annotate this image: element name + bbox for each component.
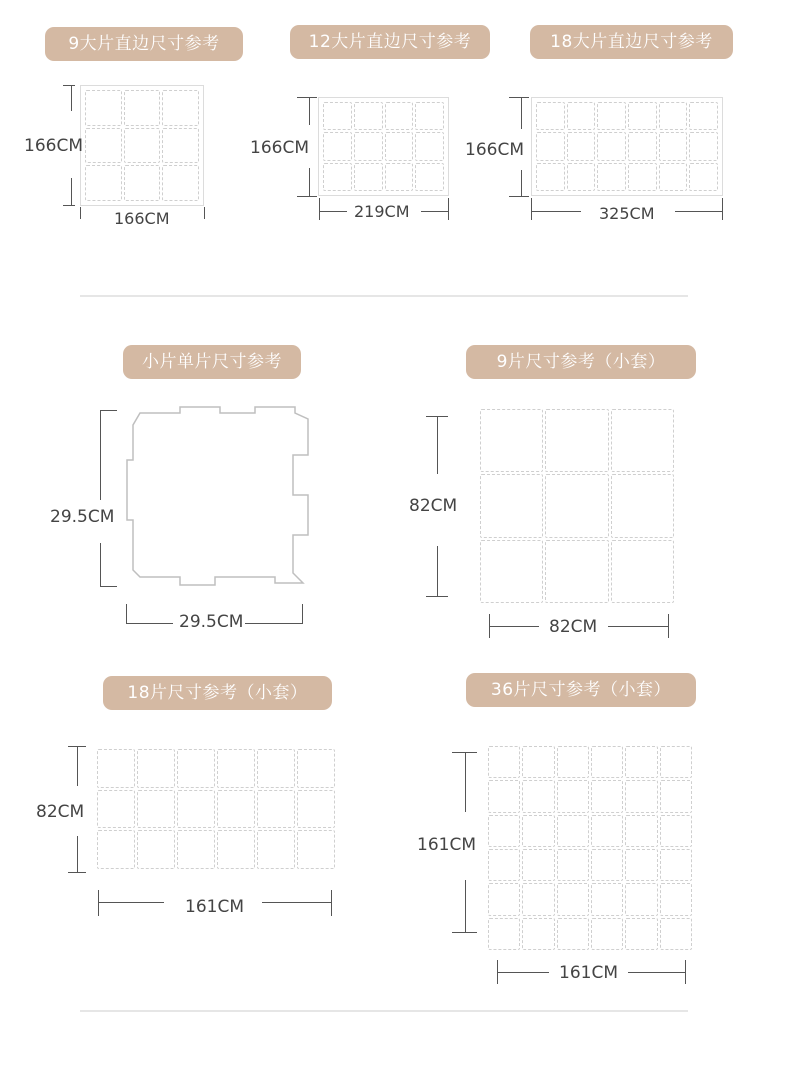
mat-tile (557, 780, 589, 812)
single-wtick-left (126, 604, 127, 624)
mat-tile (522, 780, 554, 812)
mat-tile (522, 918, 554, 950)
mat-tile (659, 163, 688, 191)
mat-tile (660, 815, 692, 847)
small-18-htick-top (68, 746, 86, 747)
mat-tile (536, 132, 565, 160)
mat-tile (124, 90, 161, 126)
mat-tile (137, 749, 175, 788)
mat-tile (522, 883, 554, 915)
big-12-height-label: 166CM (250, 138, 309, 158)
big-18-htick-bottom (509, 196, 529, 197)
small-9-title: 9片尺寸参考（小套） (466, 345, 696, 379)
single-htick-top (100, 410, 117, 411)
small-9-height-label: 82CM (409, 496, 458, 516)
mat-tile (611, 540, 674, 603)
single-wtick-right (302, 604, 303, 624)
mat-tile (660, 883, 692, 915)
mat-tile (567, 132, 596, 160)
small-18-htick-bottom (68, 872, 86, 873)
mat-tile (85, 128, 122, 164)
big-9-title: 9大片直边尺寸参考 (45, 27, 243, 61)
big-18-title: 18大片直边尺寸参考 (530, 25, 733, 59)
mat-tile (323, 102, 352, 130)
small-18-mat (96, 748, 336, 870)
mat-tile (257, 830, 295, 869)
mat-tile (257, 749, 295, 788)
big-12-height-line-top (309, 97, 310, 125)
big-9-mat (80, 85, 204, 206)
mat-tile (628, 132, 657, 160)
mat-tile (85, 165, 122, 201)
big-9-width-label: 166CM (114, 209, 170, 228)
mat-tile (354, 132, 383, 160)
small-36-mat (487, 745, 693, 951)
big-18-height-line-top (521, 97, 522, 129)
big-18-wline-left (531, 211, 581, 212)
big-9-height-line-top (71, 85, 72, 111)
small-18-height-label: 82CM (36, 802, 85, 822)
mat-tile (625, 918, 657, 950)
single-height-line-bottom (100, 543, 101, 586)
single-wline-right (245, 623, 302, 624)
mat-tile (323, 163, 352, 191)
mat-tile (385, 163, 414, 191)
mat-tile (597, 163, 626, 191)
mat-tile (217, 749, 255, 788)
mat-tile (545, 409, 608, 472)
big-9-height-line-bottom (71, 178, 72, 206)
small-9-mat (479, 408, 675, 604)
mat-tile (625, 780, 657, 812)
mat-tile (660, 849, 692, 881)
mat-tile (567, 163, 596, 191)
big-18-wline-right (675, 211, 722, 212)
mat-tile (659, 132, 688, 160)
small-18-width-label: 161CM (185, 897, 244, 917)
mat-tile (137, 830, 175, 869)
small-18-wtick-right (331, 890, 332, 916)
mat-tile (124, 165, 161, 201)
section-divider-top (80, 295, 688, 297)
big-9-wtick-right (204, 207, 205, 219)
small-36-htick-top (452, 752, 477, 753)
big-18-wtick-left (531, 198, 532, 220)
small-9-wline-right (608, 626, 668, 627)
mat-tile (660, 780, 692, 812)
small-36-height-label: 161CM (417, 835, 476, 855)
mat-tile (162, 165, 199, 201)
mat-tile (591, 815, 623, 847)
mat-tile (591, 780, 623, 812)
mat-tile (625, 883, 657, 915)
single-height-line-top (100, 410, 101, 500)
small-36-wtick-right (685, 960, 686, 984)
mat-tile (567, 102, 596, 130)
mat-tile (689, 102, 718, 130)
big-12-mat (318, 97, 449, 196)
mat-tile (97, 749, 135, 788)
mat-tile (480, 409, 543, 472)
mat-tile (124, 128, 161, 164)
mat-tile (557, 849, 589, 881)
small-36-title: 36片尺寸参考（小套） (466, 673, 696, 707)
mat-tile (217, 830, 255, 869)
mat-tile (628, 102, 657, 130)
mat-tile (415, 163, 444, 191)
big-12-wline-left (319, 211, 347, 212)
mat-tile (97, 790, 135, 829)
small-36-wline-left (497, 972, 549, 973)
small-36-width-label: 161CM (559, 963, 618, 983)
mat-tile (97, 830, 135, 869)
big-9-width-tick-l2 (63, 205, 75, 206)
mat-tile (545, 474, 608, 537)
mat-tile (536, 102, 565, 130)
small-9-wtick-right (668, 614, 669, 638)
mat-tile (177, 749, 215, 788)
mat-tile (488, 883, 520, 915)
small-36-height-line-top (465, 752, 466, 812)
single-htick-bottom (100, 586, 117, 587)
mat-tile (591, 849, 623, 881)
mat-tile (297, 749, 335, 788)
mat-tile (162, 128, 199, 164)
big-9-width-tick-l (63, 85, 75, 86)
mat-tile (257, 790, 295, 829)
mat-tile (415, 132, 444, 160)
big-12-htick-bottom (297, 196, 317, 197)
big-18-height-line-bottom (521, 170, 522, 196)
mat-tile (480, 540, 543, 603)
mat-tile (591, 918, 623, 950)
single-puzzle-piece (125, 405, 325, 605)
small-36-htick-bottom (452, 932, 477, 933)
mat-tile (354, 102, 383, 130)
mat-tile (385, 102, 414, 130)
mat-tile (628, 163, 657, 191)
mat-tile (480, 474, 543, 537)
big-12-title: 12大片直边尺寸参考 (290, 25, 490, 59)
small-18-wline-left (98, 902, 164, 903)
mat-tile (323, 132, 352, 160)
big-12-wline-right (421, 211, 448, 212)
single-wline-left (126, 623, 173, 624)
mat-tile (591, 883, 623, 915)
small-18-wtick-left (98, 890, 99, 916)
big-12-htick-top (297, 97, 317, 98)
mat-tile (217, 790, 255, 829)
mat-tile (297, 830, 335, 869)
big-18-wtick-right (722, 198, 723, 220)
single-title: 小片单片尺寸参考 (123, 345, 301, 379)
mat-tile (297, 790, 335, 829)
mat-tile (162, 90, 199, 126)
mat-tile (415, 102, 444, 130)
small-36-wline-right (628, 972, 685, 973)
mat-tile (137, 790, 175, 829)
mat-tile (557, 883, 589, 915)
small-9-htick-bottom (426, 596, 448, 597)
mat-tile (177, 830, 215, 869)
mat-tile (597, 102, 626, 130)
mat-tile (354, 163, 383, 191)
big-12-wtick-right (448, 198, 449, 220)
small-18-height-line-top (77, 746, 78, 786)
mat-tile (660, 918, 692, 950)
small-18-wline-right (262, 902, 331, 903)
big-12-height-line-bottom (309, 168, 310, 196)
big-18-width-label: 325CM (599, 204, 655, 223)
small-9-width-label: 82CM (549, 617, 598, 637)
mat-tile (545, 540, 608, 603)
mat-tile (488, 746, 520, 778)
mat-tile (488, 918, 520, 950)
small-9-height-line-top (437, 416, 438, 474)
mat-tile (385, 132, 414, 160)
big-9-wtick-left (80, 207, 81, 219)
section-divider-bottom (80, 1010, 688, 1012)
mat-tile (611, 409, 674, 472)
mat-tile (177, 790, 215, 829)
mat-tile (625, 849, 657, 881)
big-18-mat (531, 97, 723, 196)
mat-tile (689, 163, 718, 191)
big-18-htick-top (509, 97, 529, 98)
mat-tile (85, 90, 122, 126)
mat-tile (625, 815, 657, 847)
mat-tile (660, 746, 692, 778)
mat-tile (488, 780, 520, 812)
big-9-height-label: 166CM (24, 136, 83, 156)
mat-tile (522, 849, 554, 881)
small-9-height-line-bottom (437, 546, 438, 596)
mat-tile (591, 746, 623, 778)
mat-tile (522, 815, 554, 847)
mat-tile (536, 163, 565, 191)
small-9-htick-top (426, 416, 448, 417)
mat-tile (659, 102, 688, 130)
small-36-height-line-bottom (465, 880, 466, 932)
mat-tile (557, 815, 589, 847)
small-9-wline-left (489, 626, 539, 627)
big-12-width-label: 219CM (354, 202, 410, 221)
single-width-label: 29.5CM (179, 612, 244, 632)
mat-tile (488, 849, 520, 881)
big-18-height-label: 166CM (465, 140, 524, 160)
single-height-label: 29.5CM (50, 507, 115, 527)
mat-tile (557, 918, 589, 950)
mat-tile (488, 815, 520, 847)
mat-tile (522, 746, 554, 778)
mat-tile (557, 746, 589, 778)
small-18-title: 18片尺寸参考（小套） (103, 676, 332, 710)
mat-tile (689, 132, 718, 160)
mat-tile (611, 474, 674, 537)
small-18-height-line-bottom (77, 836, 78, 872)
big-12-wtick-left (319, 198, 320, 220)
mat-tile (625, 746, 657, 778)
mat-tile (597, 132, 626, 160)
